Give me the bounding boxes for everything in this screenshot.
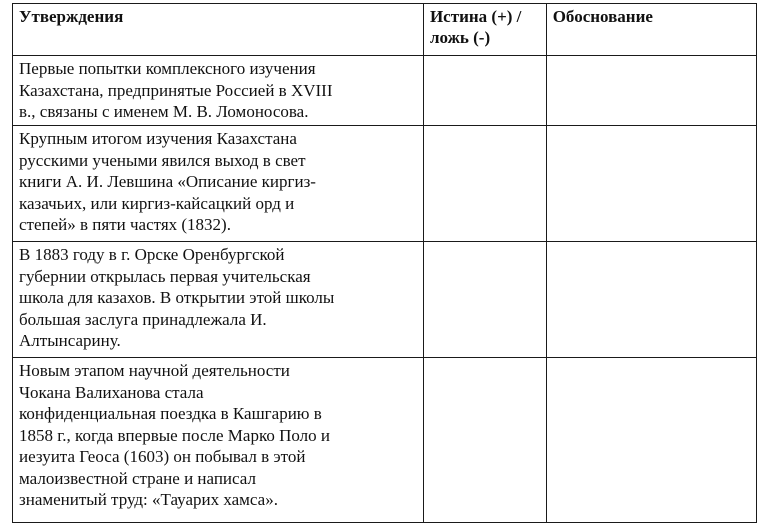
- statement-line: книги А. И. Левшина «Описание киргиз-: [19, 172, 316, 191]
- table-row: [13, 126, 757, 242]
- statement-line: школа для казахов. В открытии этой школы: [19, 288, 335, 307]
- reasoning-answer-cell[interactable]: [546, 242, 756, 358]
- statement-line: губернии открылась первая учительская: [19, 266, 311, 286]
- truth-answer-cell[interactable]: [423, 126, 546, 242]
- header-row: [13, 4, 757, 56]
- statement-line: Первые попытки комплексного изучения: [19, 59, 316, 78]
- header-truth-label-line2: ложь (-): [429, 28, 491, 47]
- statement-line: В 1883 году в г. Орске Оренбургской: [19, 245, 285, 264]
- statement-line: малоизвестной стране и написал: [19, 468, 256, 488]
- statement-line: степей» в пяти частях (1832).: [19, 215, 231, 234]
- truth-answer-cell[interactable]: [423, 56, 546, 126]
- statement-line: Новым этапом научной деятельности: [19, 361, 290, 380]
- header-statements-label: Утверждения: [19, 7, 124, 26]
- statement-line: казачьих, или киргиз-кайсацкий орд и: [19, 193, 295, 213]
- statement-cell: [13, 56, 424, 126]
- statement-line: 1858 г., когда впервые после Марко Поло и: [19, 425, 330, 445]
- statement-cell: [13, 242, 424, 358]
- truth-answer-cell[interactable]: [423, 358, 546, 523]
- statement-line: Крупным итогом изучения Казахстана: [19, 129, 297, 148]
- statement-line: в., связаны с именем М. В. Ломоносова.: [19, 102, 309, 121]
- header-statements: [13, 4, 424, 56]
- reasoning-answer-cell[interactable]: [546, 126, 756, 242]
- statement-line: Казахстана, предпринятые Россией в XVIII: [19, 80, 333, 100]
- truth-answer-cell[interactable]: [423, 242, 546, 358]
- header-truth: [423, 4, 546, 56]
- statement-cell: [13, 358, 424, 523]
- header-reasoning-label: Обоснование: [552, 7, 653, 26]
- table-row: [13, 56, 757, 126]
- header-reasoning: [546, 4, 756, 56]
- reasoning-answer-cell[interactable]: [546, 358, 756, 523]
- statement-line: Чокана Валиханова стала: [19, 382, 204, 402]
- statements-table: [12, 3, 757, 523]
- statement-line: большая заслуга принадлежала И.: [19, 309, 267, 329]
- statement-line: Алтынсарину.: [19, 331, 121, 350]
- statement-cell: [13, 126, 424, 242]
- table-row: [13, 358, 757, 523]
- statement-line: знаменитый труд: «Тауарих хамса».: [19, 490, 278, 509]
- header-truth-label-line1: Истина (+) /: [429, 7, 522, 26]
- statement-line: конфиденциальная поездка в Кашгарию в: [19, 404, 322, 423]
- statement-line: иезуита Геоса (1603) он побывал в этой: [19, 447, 306, 466]
- table-row: [13, 242, 757, 358]
- reasoning-answer-cell[interactable]: [546, 56, 756, 126]
- statement-line: русскими учеными явился выход в свет: [19, 150, 306, 170]
